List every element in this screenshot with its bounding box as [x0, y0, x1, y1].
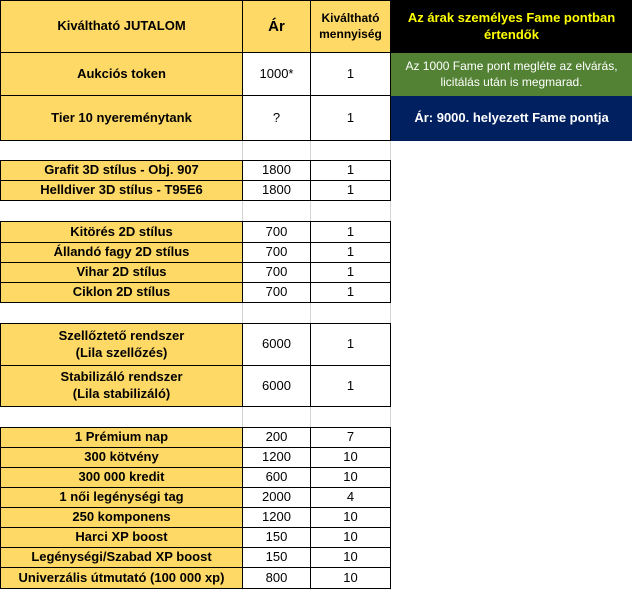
row-components-qty[interactable]: 10 — [310, 507, 391, 528]
row-premium-price[interactable]: 200 — [242, 427, 311, 448]
row-credits-name[interactable]: 300 000 kredit — [0, 467, 243, 488]
row-crew-xp-qty[interactable]: 10 — [310, 547, 391, 568]
row-female-crew-name[interactable]: 1 női legénységi tag — [0, 487, 243, 508]
row-credits-price[interactable]: 600 — [242, 467, 311, 488]
row-universal-guide-price[interactable]: 800 — [242, 567, 311, 589]
row-kitores-qty[interactable]: 1 — [310, 221, 391, 243]
row-premium-name[interactable]: 1 Prémium nap — [0, 427, 243, 448]
row-premium-qty[interactable]: 7 — [310, 427, 391, 448]
row-helldiver-name[interactable]: Helldiver 3D stílus - T95E6 — [0, 180, 243, 201]
row-bonds-qty[interactable]: 10 — [310, 447, 391, 468]
row-ventilation-price[interactable]: 6000 — [242, 323, 311, 366]
header-reward[interactable]: Kiváltható JUTALOM — [0, 0, 243, 53]
header-price[interactable]: Ár — [242, 0, 311, 53]
row-grafit-price[interactable]: 1800 — [242, 160, 311, 181]
note-tier10-price[interactable]: Ár: 9000. helyezett Fame pontja — [391, 96, 632, 141]
row-combat-xp-price[interactable]: 150 — [242, 527, 311, 548]
row-tier10-tank-name[interactable]: Tier 10 nyereménytank — [0, 95, 243, 141]
row-helldiver-qty[interactable]: 1 — [310, 180, 391, 201]
row-stabilizer-name[interactable]: Stabilizáló rendszer (Lila stabilizáló) — [0, 365, 243, 407]
row-female-crew-price[interactable]: 2000 — [242, 487, 311, 508]
row-allando-fagy-price[interactable]: 700 — [242, 242, 311, 263]
row-allando-fagy-qty[interactable]: 1 — [310, 242, 391, 263]
row-auction-token-price[interactable]: 1000* — [242, 52, 311, 96]
row-ventilation-name[interactable]: Szellőztető rendszer (Lila szellőzés) — [0, 323, 243, 366]
row-ciklon-qty[interactable]: 1 — [310, 282, 391, 303]
row-kitores-name[interactable]: Kitörés 2D stílus — [0, 221, 243, 243]
row-ciklon-name[interactable]: Ciklon 2D stílus — [0, 282, 243, 303]
row-universal-guide-name[interactable]: Univerzális útmutató (100 000 xp) — [0, 567, 243, 589]
row-bonds-price[interactable]: 1200 — [242, 447, 311, 468]
row-combat-xp-qty[interactable]: 10 — [310, 527, 391, 548]
row-grafit-name[interactable]: Grafit 3D stílus - Obj. 907 — [0, 160, 243, 181]
row-universal-guide-qty[interactable]: 10 — [310, 567, 391, 589]
row-crew-xp-name[interactable]: Legénységi/Szabad XP boost — [0, 547, 243, 568]
row-ciklon-price[interactable]: 700 — [242, 282, 311, 303]
row-components-name[interactable]: 250 komponens — [0, 507, 243, 528]
row-vihar-qty[interactable]: 1 — [310, 262, 391, 283]
row-allando-fagy-name[interactable]: Állandó fagy 2D stílus — [0, 242, 243, 263]
header-quantity[interactable]: Kiváltható mennyiség — [310, 0, 391, 53]
row-auction-token-qty[interactable]: 1 — [310, 52, 391, 96]
row-vihar-name[interactable]: Vihar 2D stílus — [0, 262, 243, 283]
row-components-price[interactable]: 1200 — [242, 507, 311, 528]
row-grafit-qty[interactable]: 1 — [310, 160, 391, 181]
row-auction-token-name[interactable]: Aukciós token — [0, 52, 243, 96]
note-auction-requirement[interactable]: Az 1000 Fame pont megléte az elvárás, licitálás után is megmarad. — [391, 53, 632, 96]
row-ventilation-qty[interactable]: 1 — [310, 323, 391, 366]
row-tier10-tank-qty[interactable]: 1 — [310, 95, 391, 141]
row-kitores-price[interactable]: 700 — [242, 221, 311, 243]
row-female-crew-qty[interactable]: 4 — [310, 487, 391, 508]
row-combat-xp-name[interactable]: Harci XP boost — [0, 527, 243, 548]
row-stabilizer-qty[interactable]: 1 — [310, 365, 391, 407]
row-vihar-price[interactable]: 700 — [242, 262, 311, 283]
note-fame-points[interactable]: Az árak személyes Fame pontban értendők — [391, 0, 632, 53]
row-helldiver-price[interactable]: 1800 — [242, 180, 311, 201]
row-stabilizer-price[interactable]: 6000 — [242, 365, 311, 407]
row-tier10-tank-price[interactable]: ? — [242, 95, 311, 141]
row-crew-xp-price[interactable]: 150 — [242, 547, 311, 568]
row-bonds-name[interactable]: 300 kötvény — [0, 447, 243, 468]
row-credits-qty[interactable]: 10 — [310, 467, 391, 488]
